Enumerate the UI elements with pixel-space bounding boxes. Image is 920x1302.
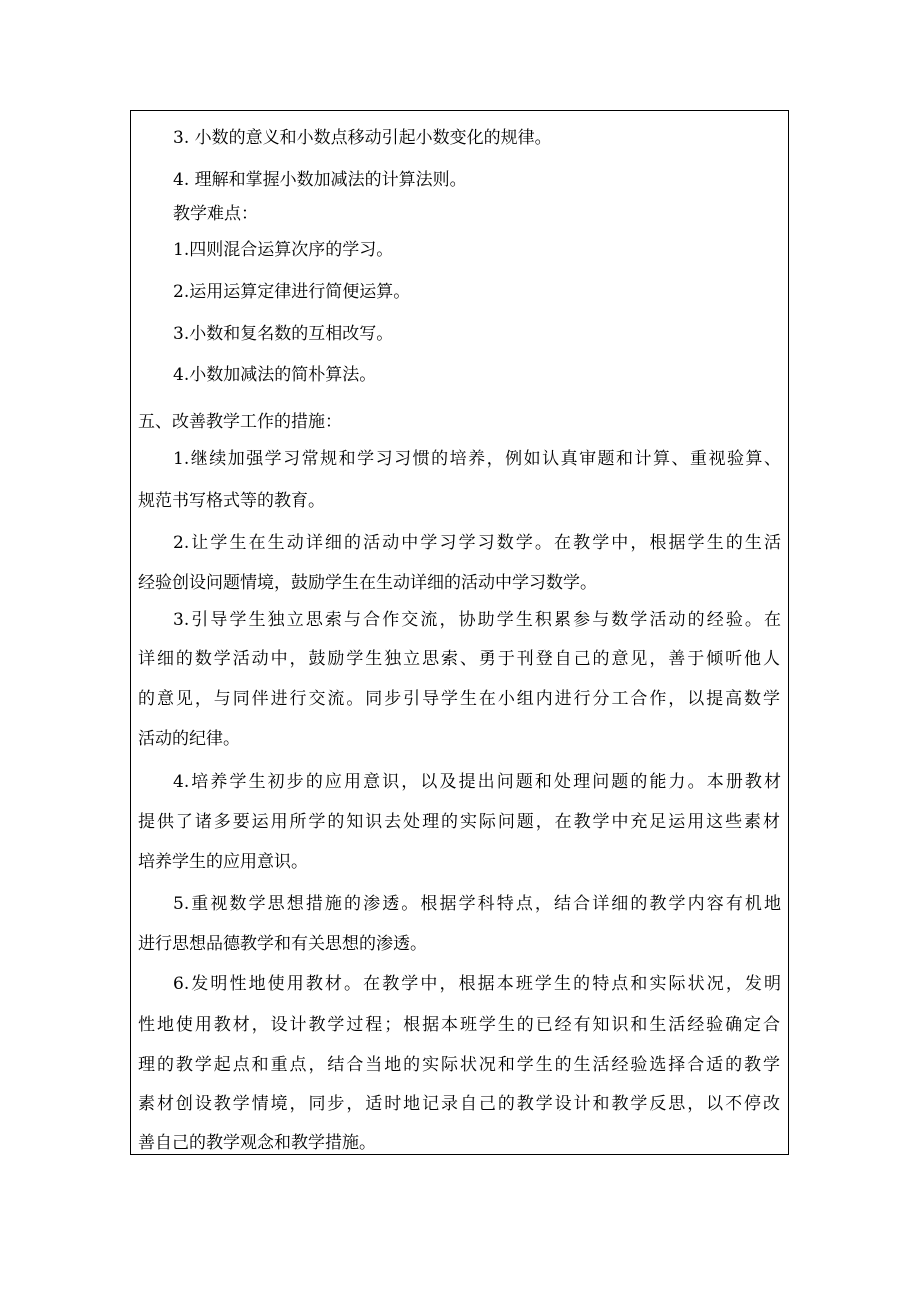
- measure-3-line-1: 3.引导学生独立思索与合作交流，协助学生积累参与数学活动的经验。在: [173, 610, 781, 630]
- measure-6-line-4: 素材创设教学情境，同步，适时地记录自己的教学设计和教学反思，以不停改: [138, 1094, 780, 1114]
- measure-1-line-2: 规范书写格式等的教育。: [138, 491, 325, 511]
- measure-2-line-2: 经验创设问题情境，鼓励学生在生动详细的活动中学习数学。: [138, 573, 597, 593]
- measure-4-line-3: 培养学生的应用意识。: [138, 852, 308, 872]
- measure-5-line-2: 进行思想品德教学和有关思想的渗透。: [138, 934, 427, 954]
- difficulty-3: 3.小数和复名数的互相改写。: [173, 324, 394, 344]
- measure-4-line-2: 提供了诸多要运用所学的知识去处理的实际问题，在教学中充足运用这些素材: [138, 812, 780, 832]
- measure-5-line-1: 5.重视数学思想措施的渗透。根据学科特点，结合详细的教学内容有机地: [173, 894, 781, 914]
- measure-1-line-1: 1.继续加强学习常规和学习习惯的培养，例如认真审题和计算、重视验算、: [173, 449, 781, 469]
- measure-6-line-2: 性地使用教材，设计教学过程；根据本班学生的已经有知识和生活经验确定合: [138, 1015, 780, 1035]
- content-table-cell: [130, 110, 789, 1155]
- difficulties-heading: 教学难点：: [173, 204, 258, 224]
- measure-2-line-1: 2.让学生在生动详细的活动中学习学习数学。在教学中，根据学生的生活: [173, 533, 781, 553]
- measure-3-line-2: 详细的数学活动中，鼓励学生独立思索、勇于刊登自己的意见，善于倾听他人: [138, 649, 780, 669]
- measure-3-line-4: 活动的纪律。: [138, 729, 240, 749]
- difficulty-4: 4.小数加减法的简朴算法。: [173, 365, 377, 385]
- section-five-heading: 五、改善教学工作的措施：: [138, 412, 342, 432]
- measure-6-line-5: 善自己的教学观念和教学措施。: [138, 1133, 376, 1153]
- measure-6-line-3: 理的教学起点和重点，结合当地的实际状况和学生的生活经验选择合适的教学: [138, 1055, 780, 1075]
- difficulty-2: 2.运用运算定律进行简便运算。: [173, 282, 411, 302]
- measure-6-line-1: 6.发明性地使用教材。在教学中，根据本班学生的特点和实际状况，发明: [173, 974, 781, 994]
- difficulty-1: 1.四则混合运算次序的学习。: [173, 240, 394, 260]
- measure-4-line-1: 4.培养学生初步的应用意识，以及提出问题和处理问题的能力。本册教材: [173, 772, 781, 792]
- key-point-4: 4. 理解和掌握小数加减法的计算法则。: [173, 170, 467, 190]
- key-point-3: 3. 小数的意义和小数点移动引起小数变化的规律。: [173, 128, 552, 148]
- measure-3-line-3: 的意见，与同伴进行交流。同步引导学生在小组内进行分工合作，以提高数学: [138, 689, 780, 709]
